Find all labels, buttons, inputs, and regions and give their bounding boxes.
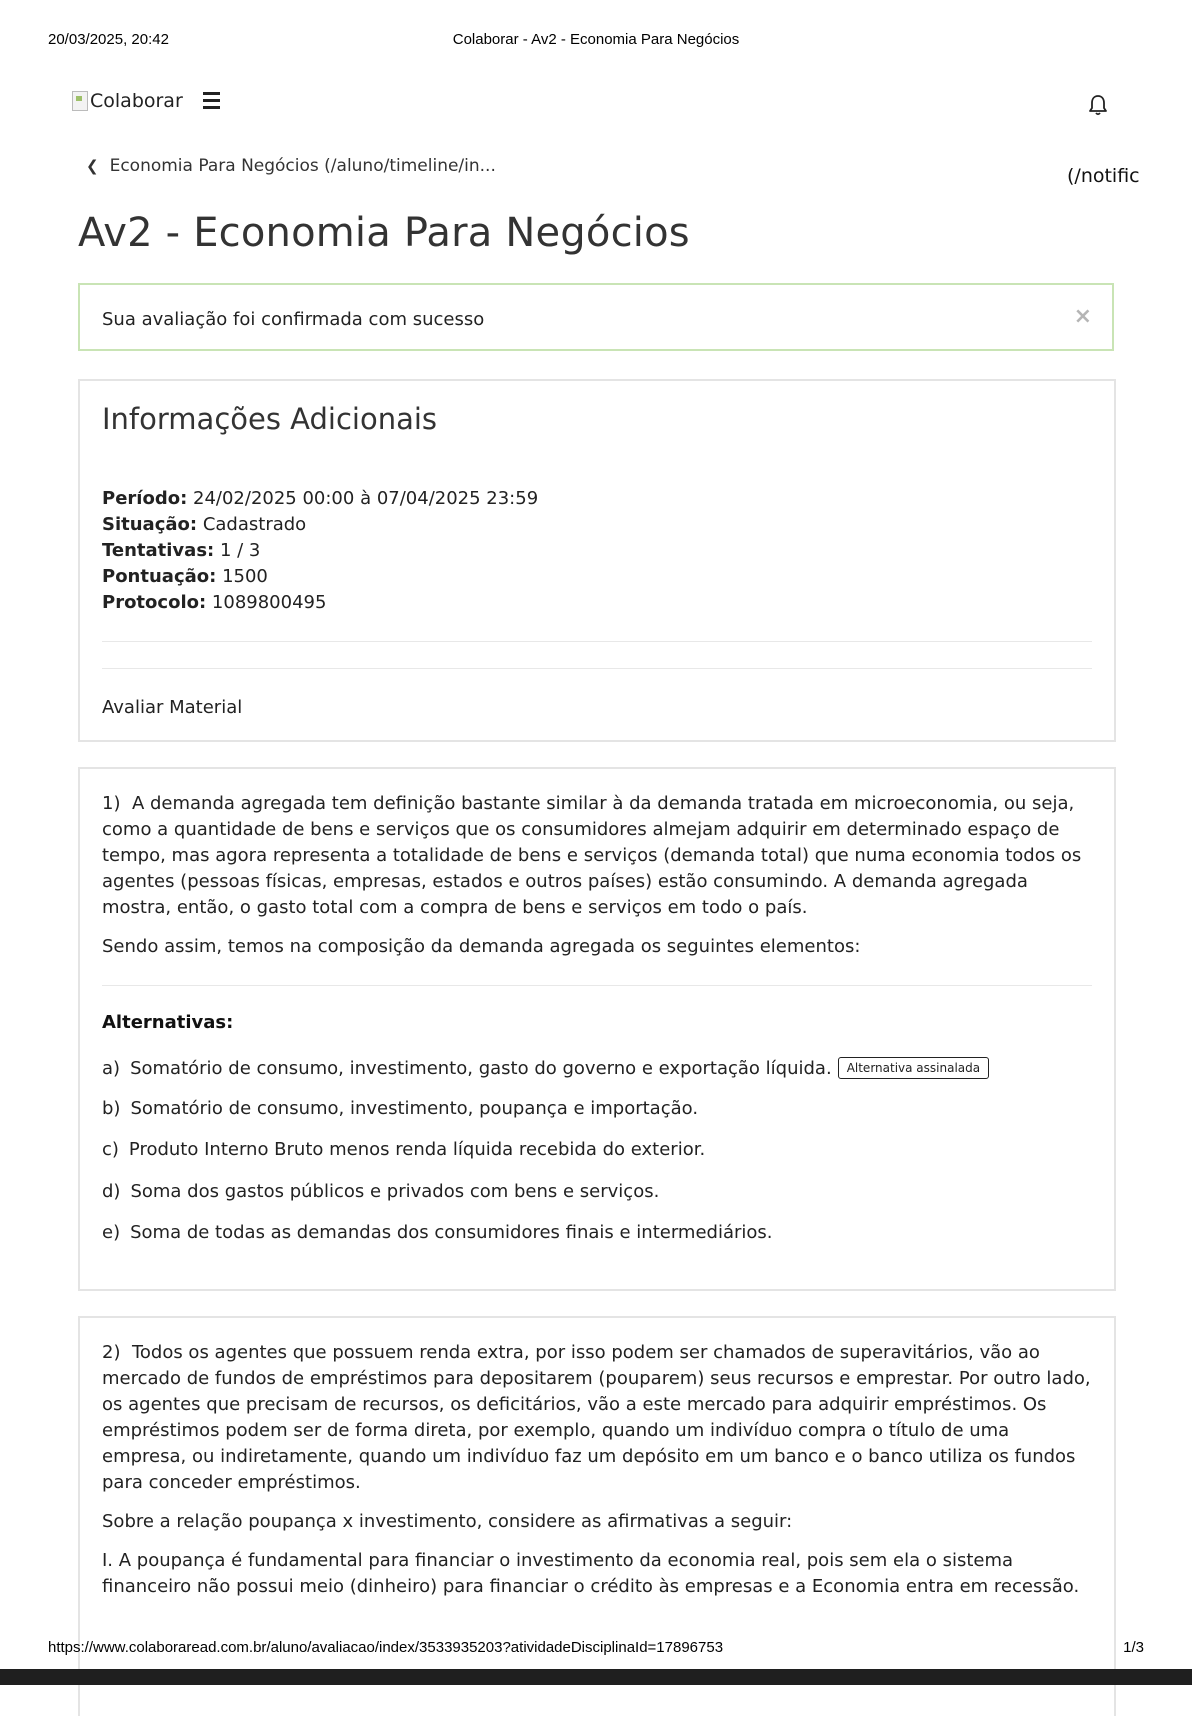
info-list [102,486,538,616]
success-alert [78,283,1114,351]
logo-alt-text: Colaborar [90,90,183,112]
question-number: 1) [102,793,121,814]
info-row-situacao: Situação: Cadastrado [102,514,307,535]
close-icon[interactable]: × [1073,304,1092,329]
page-title: Av2 - Economia Para Negócios [78,210,690,256]
question-paragraph: Sendo assim, temos na composição da demanda agregada os seguintes elementos: [102,936,861,957]
hamburger-icon[interactable] [203,92,220,113]
info-row-protocolo: Protocolo: 1089800495 [102,592,327,613]
alternatives-heading: Alternativas: [102,1012,234,1033]
question-1-card [78,767,1116,1291]
divider [102,641,1092,642]
info-row-periodo: Período: 24/02/2025 00:00 à 07/04/2025 23:59 [102,488,539,509]
question-paragraph: Sobre a relação poupança x investimento, considere as afirmativas a seguir: [102,1511,793,1532]
question-paragraph: 2) Todos os agentes que possuem renda extra, por isso podem ser chamados de superavitários, vão ao mercado de fundos de empréstimos para depositarem (pouparem) seus recursos e emprestar. Por outro lado, os agentes que precisam de recursos, os deficitários, vão a este mercado para adquirir empréstimos. Os empréstimos podem ser de forma direta, por exemplo, quando um indivíduo compra o título de uma empresa, ou indiretamente, quando um indivíduo faz um depósito em um banco e o banco utiliza os fundos para conceder empréstimos. [102,1342,1091,1493]
broken-image-icon [72,91,88,111]
alternative-e[interactable]: e) Soma de todas as demandas dos consumidores finais e intermediários. [102,1222,773,1243]
avaliar-material-link[interactable]: Avaliar Material [102,697,243,718]
print-datetime: 20/03/2025, 20:42 [48,31,169,48]
chevron-left-icon: ❮ [86,157,99,175]
alternative-d[interactable]: d) Soma dos gastos públicos e privados com bens e serviços. [102,1181,660,1202]
question-paragraph: 1) A demanda agregada tem definição bastante similar à da demanda tratada em microeconomia, ou seja, como a quantidade de bens e serviços que os consumidores almejam adquirir em determinado espaço de tempo, mas agora representa a totalidade de bens e serviços (demanda total) que numa economia todos os agentes (pessoas físicas, empresas, estados e outros países) estão consumindo. A demanda agregada mostra, então, o gasto total com a compra de bens e serviços em todo o país. [102,793,1082,918]
info-panel-title: Informações Adicionais [102,402,438,436]
question-1-text [102,791,1094,973]
divider [102,668,1092,669]
question-paragraph: I. A poupança é fundamental para financiar o investimento da economia real, pois sem ela o sistema financeiro não possui meio (dinheiro) para financiar o crédito às empresas e a Economia entra em recessão. [102,1550,1080,1597]
divider [102,985,1092,986]
notifications-link[interactable]: (/notific [1067,165,1140,187]
question-2-text [102,1340,1094,1613]
bottom-bar [0,1669,1192,1685]
info-panel [78,379,1116,742]
selected-badge: Alternativa assinalada [838,1057,989,1079]
print-url: https://www.colaboraread.com.br/aluno/avaliacao/index/3533935203?atividadeDisciplinaId=17896753 [48,1639,724,1656]
print-header [0,31,1192,51]
alternative-c[interactable]: c) Produto Interno Bruto menos renda líquida recebida do exterior. [102,1139,706,1160]
back-link-label: Economia Para Negócios (/aluno/timeline/in... [109,156,496,176]
print-page-number: 1/3 [1123,1639,1144,1656]
alternative-b[interactable]: b) Somatório de consumo, investimento, poupança e importação. [102,1098,699,1119]
print-footer [0,1639,1192,1659]
top-navbar [72,88,1120,118]
print-doc-title: Colaborar - Av2 - Economia Para Negócios [452,31,740,48]
alternative-a[interactable]: a) Somatório de consumo, investimento, gasto do governo e exportação líquida. Alternativa assinalada [102,1057,989,1079]
bell-icon[interactable] [1088,94,1108,120]
back-link[interactable] [86,156,496,176]
alert-message: Sua avaliação foi confirmada com sucesso [102,309,485,330]
question-number: 2) [102,1342,121,1363]
info-row-tentativas: Tentativas: 1 / 3 [102,540,261,561]
logo[interactable] [72,90,183,112]
info-row-pontuacao: Pontuação: 1500 [102,566,268,587]
